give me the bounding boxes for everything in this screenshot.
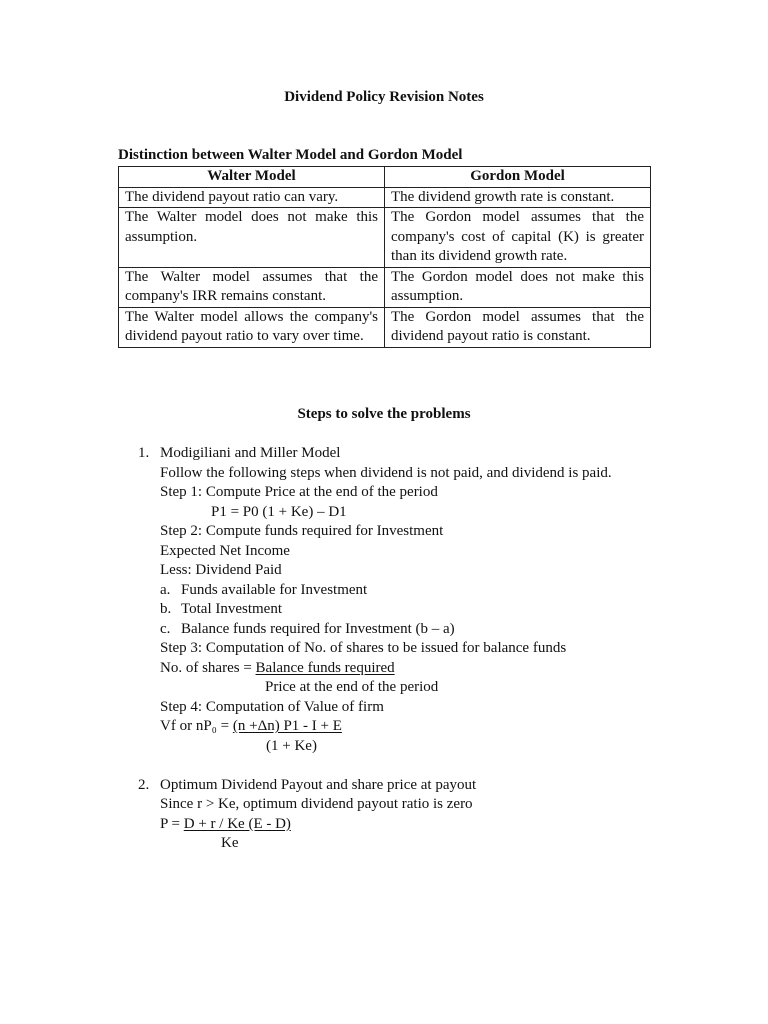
- gordon-cell: The dividend growth rate is constant.: [385, 187, 651, 208]
- walter-cell: The Walter model does not make this assumption.: [119, 208, 385, 268]
- comparison-table: [118, 166, 651, 348]
- item-intro: Follow the following steps when dividend is not paid, and dividend is paid.: [160, 464, 612, 481]
- table-heading: Distinction between Walter Model and Gordon Model: [118, 147, 463, 163]
- walter-cell: The dividend payout ratio can vary.: [119, 187, 385, 208]
- gordon-cell: The Gordon model does not make this assumption.: [385, 267, 651, 307]
- sub-label: c.: [160, 620, 171, 637]
- item-title: Optimum Dividend Payout and share price at payout: [160, 776, 477, 793]
- walter-cell: The Walter model assumes that the company's IRR remains constant.: [119, 267, 385, 307]
- sub-item-b: [160, 600, 698, 620]
- item-line: Since r > Ke, optimum dividend payout ratio is zero: [160, 796, 473, 812]
- expected-net-income: Expected Net Income: [160, 542, 290, 559]
- list-item-mm-model: [138, 444, 698, 756]
- sub-text: Balance funds required for Investment (b – a): [181, 620, 455, 637]
- sub-text: Funds available for Investment: [181, 581, 368, 598]
- price-formula: P1 = P0 (1 + Ke) – D1: [211, 503, 347, 520]
- steps-heading: Steps to solve the problems: [297, 406, 471, 422]
- formula-denominator: Price at the end of the period: [265, 679, 439, 695]
- step-4: Step 4: Computation of Value of firm: [160, 698, 384, 715]
- table-header-row: [119, 167, 651, 188]
- page-title: Dividend Policy Revision Notes: [284, 89, 484, 105]
- table-row: [119, 267, 651, 307]
- walter-cell: The Walter model allows the company's dividend payout ratio to vary over time.: [119, 307, 385, 347]
- sub-label: b.: [160, 601, 172, 617]
- gordon-cell: The Gordon model assumes that the dividend payout ratio is constant.: [385, 307, 651, 347]
- list-item-optimum-payout: [138, 776, 698, 854]
- formula-lhs: P =: [160, 815, 184, 832]
- value-of-firm-formula: [160, 717, 698, 737]
- formula-numerator: D + r / Ke (E - D): [183, 815, 291, 832]
- table-row: [119, 307, 651, 347]
- sub-text: Total Investment: [181, 601, 283, 617]
- sub-item-a: [160, 581, 698, 601]
- formula-numerator: (n +Δn) P1 - I + E: [232, 718, 342, 734]
- formula-numerator: Balance funds required: [255, 659, 395, 676]
- step-3: Step 3: Computation of No. of shares to be issued for balance funds: [160, 640, 567, 656]
- formula-denominator: (1 + Ke): [266, 737, 317, 754]
- item-title: Modigiliani and Miller Model: [160, 445, 341, 461]
- step-2: Step 2: Compute funds required for Investment: [160, 523, 444, 539]
- table-row: [119, 208, 651, 268]
- sub-label: a.: [160, 581, 171, 598]
- formula-lhs: No. of shares =: [160, 659, 256, 676]
- sub-item-c: [160, 620, 698, 640]
- shares-formula: [160, 659, 698, 679]
- item-number: 1.: [138, 445, 150, 461]
- less-dividend-paid: Less: Dividend Paid: [160, 562, 282, 578]
- table-row: [119, 187, 651, 208]
- item-number: 2.: [138, 776, 150, 793]
- price-formula: [160, 815, 698, 835]
- formula-denominator: Ke: [221, 835, 239, 851]
- formula-lhs: Vf or nP₀ =: [160, 718, 233, 734]
- gordon-cell: The Gordon model assumes that the company's cost of capital (K) is greater than its dividend growth rate.: [385, 208, 651, 268]
- step-1: Step 1: Compute Price at the end of the period: [160, 484, 438, 500]
- steps-list: [138, 444, 698, 854]
- header-gordon-model: Gordon Model: [385, 167, 651, 188]
- header-walter-model: Walter Model: [119, 167, 385, 188]
